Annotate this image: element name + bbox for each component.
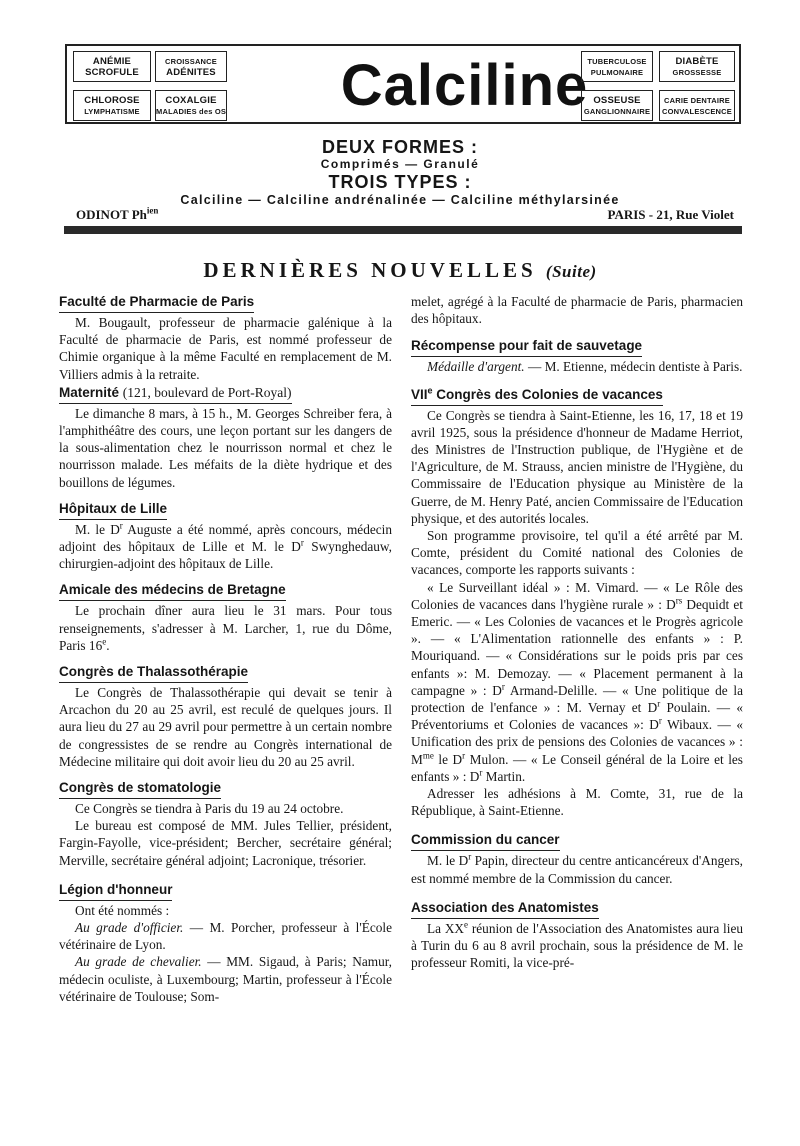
text-run: Dequidt et Emeric. — « Les Colonies de vacances et le Progrès agricole ». — « L'Alimentation rationnelle des enfants » : P. Mouriquand. — « Considérations sur le poids pris par ces enfants »: M. Demozay. — « Placement permanent à la campagne » : D	[411, 596, 743, 698]
text-run: .	[106, 637, 110, 653]
section-body	[59, 919, 392, 953]
superscript: r	[479, 767, 483, 778]
text-run: VII	[411, 386, 428, 402]
text-run: Au grade d'officier.	[75, 920, 184, 936]
section-body: melet, agrégé à la Faculté de pharmacie de Paris, pharmacien des hôpitaux.	[411, 294, 743, 327]
section-title: Commission du cancer	[411, 832, 560, 851]
ad-box-label: CONVALESCENCE	[662, 106, 732, 116]
section-title	[59, 385, 292, 404]
maker-name-text: ODINOT Ph	[76, 207, 147, 222]
brand-name: Calciline	[340, 53, 589, 118]
ad-box-osseuse	[581, 90, 653, 121]
superscript: e	[427, 385, 433, 396]
superscript: r	[658, 715, 662, 726]
text-run: Le prochain dîner aura lieu le 31 mars. Pour tous renseignements, s'adresser à M. Larcher, 1, rue du Dôme, Paris 16	[59, 603, 392, 653]
section-body: Adresser les adhésions à M. Comte, 31, rue de la République, à Saint-Etienne.	[411, 786, 743, 819]
ad-box-croissance	[155, 51, 227, 82]
section-title	[411, 387, 663, 406]
text-run: Congrès des Colonies de vacances	[432, 386, 663, 402]
section-body	[59, 953, 392, 1005]
ad-box-label: OSSEUSE	[593, 94, 641, 106]
text-run: Armand-Delille. — « Une politique de la protection de l'enfance » : M. Vernay et D	[411, 682, 743, 716]
text-run: — M. Etienne, médecin dentiste à Paris.	[524, 359, 743, 375]
text-run: Mulon. — « Le Conseil général de la Loire et les enfants » : D	[411, 751, 743, 784]
ad-box-label: PULMONAIRE	[590, 67, 644, 77]
text-run: — M. Porcher, professeur à l'École vétérinaire de Lyon.	[59, 920, 392, 953]
types-subtitle: Calciline — Calciline andrénalinée — Calciline méthylarsinée	[180, 193, 620, 207]
page-title	[0, 258, 800, 283]
text-run: le D	[433, 751, 463, 767]
section-body	[411, 852, 743, 886]
section-body: Le Congrès de Thalassothérapie qui devait se tenir à Arcachon du 20 au 25 avril, est reculé de quelques jours. Il aura lieu du 27 au 29 avril pour permettre à un certain nombre de congressistes de se rendre au Congrès international de Médecine militaire qui doit avoir lieu du 20 au 25 avril.	[59, 685, 392, 769]
ad-box-chlorose	[73, 90, 151, 121]
text-run: M. le D	[75, 521, 120, 537]
left-column	[59, 293, 392, 1005]
section-body	[411, 920, 743, 972]
ad-box-label: GROSSESSE	[672, 67, 722, 77]
section-body: Ce Congrès se tiendra à Paris du 19 au 24 octobre.	[75, 801, 344, 817]
superscript: r	[501, 681, 505, 692]
text-run: La XX	[427, 920, 465, 936]
section-title-note: (121, boulevard de Port-Royal)	[122, 384, 292, 400]
ad-box-anemie	[73, 51, 151, 82]
section-title: Récompense pour fait de sauvetage	[411, 338, 642, 357]
maker-address: PARIS - 21, Rue Violet	[607, 207, 734, 222]
text-run: Poulain. — « Préventoriums et Colonies de vacances »: D	[411, 700, 743, 733]
ad-box-label: MALADIES des OS	[156, 106, 227, 116]
page-title-text: DERNIÈRES NOUVELLES	[203, 258, 537, 282]
forms-subtitle: Comprimés — Granulé	[320, 157, 480, 171]
ad-box-label: GANGLIONNAIRE	[583, 106, 651, 116]
types-title: TROIS TYPES :	[328, 172, 472, 192]
section-body	[59, 521, 392, 573]
calciline-ad-banner	[65, 44, 741, 124]
section-body: Ont été nommés :	[75, 902, 170, 918]
section-title: Amicale des médecins de Bretagne	[59, 582, 286, 601]
ad-box-carie	[659, 90, 735, 121]
text-run: Au grade de chevalier.	[75, 954, 202, 970]
section-body: Le bureau est composé de MM. Jules Tellier, président, Fargin-Fayolle, vice-président; Bercher, secrétaire général; Merville, secrétaire général adjoint; Lacronique, trésorier.	[59, 818, 392, 868]
ad-box-label: DIABÈTE	[675, 55, 719, 67]
ad-box-label: CARIE DENTAIRE	[664, 95, 730, 105]
section-body: Le dimanche 8 mars, à 15 h., M. Georges Schreiber fera, à l'amphithéâtre des cours, une leçon portant sur les dangers de la sous-alimentation chez le nourrisson normal et chez le nourrisson malade. Les méfaits de la diète hydrique et des bouillons de légumes.	[59, 405, 392, 490]
forms-title: DEUX FORMES :	[321, 137, 478, 157]
maker-name-sup: ien	[146, 205, 159, 216]
section-body: M. Bougault, professeur de pharmacie galénique à la Faculté de pharmacie de Paris, est nommé professeur de Chimie organique à la même Faculté en remplacement de M. Villiers admis à la retraite.	[59, 315, 392, 382]
ad-box-label: SCROFULE	[85, 66, 139, 78]
text-run: Auguste a été nommé, après concours, médecin adjoint des hôpitaux de Lille et M. le D	[59, 521, 392, 555]
text-run: Wibaux. — « Unification des prix de pensions des Colonies de vacances » : M	[411, 717, 743, 767]
superscript: r	[657, 698, 661, 709]
section-title: Hôpitaux de Lille	[59, 501, 167, 520]
superscript: rs	[675, 595, 683, 606]
ad-box-label: LYMPHATISME	[84, 106, 140, 116]
section-body	[411, 579, 743, 785]
section-title: Congrès de stomatologie	[59, 780, 221, 799]
section-title: Légion d'honneur	[59, 882, 172, 901]
section-title-text: Maternité	[59, 384, 120, 400]
superscript: r	[468, 852, 472, 863]
superscript: r	[462, 750, 466, 761]
section-body	[59, 602, 392, 654]
section-title: Congrès de Thalassothérapie	[59, 664, 248, 683]
text-run: — MM. Sigaud, à Paris; Namur, médecin oculiste, à Luxembourg; Martin, professeur à l'École vétérinaire de Toulouse; Som-	[59, 954, 392, 1004]
section-body	[411, 358, 743, 375]
ad-box-tuberculose	[581, 51, 653, 82]
section-body: Ce Congrès se tiendra à Saint-Etienne, les 16, 17, 18 et 19 avril 1925, sous la présidence d'honneur de Madame Herriot, des Ministres de l'Instruction publique, de l'Hygiène et de l'Agriculture, de M. Strauss, ancien ministre de l'Hygiène, du Commissaire de l'Education physique au Ministère de la Guerre, de M. Henry Paté, ancien Commissaire de l'Education physique, et des autorités locales.	[411, 407, 743, 526]
section-title: Association des Anatomistes	[411, 900, 599, 919]
header-rule	[64, 226, 742, 234]
section-title: Faculté de Pharmacie de Paris	[59, 294, 254, 313]
page-title-suite: (Suite)	[545, 262, 597, 281]
superscript: me	[422, 750, 434, 761]
text-run: Martin.	[482, 768, 526, 784]
text-run: Papin, directeur du centre anticancéreux d'Angers, est nommé membre de la Commission du cancer.	[411, 853, 743, 886]
ad-box-coxalgie	[155, 90, 227, 121]
ad-box-diabete	[659, 51, 735, 82]
superscript: e	[102, 636, 107, 647]
superscript: e	[464, 919, 469, 930]
text-run: Swynghedauw, chirurgien-adjoint des hôpitaux de Lille.	[59, 539, 392, 572]
text-run: Médaille d'argent.	[427, 359, 525, 375]
ad-box-label: ADÉNITES	[166, 66, 216, 78]
superscript: r	[119, 520, 123, 531]
right-column	[411, 293, 743, 972]
maker-name	[76, 207, 158, 223]
ad-box-label: COXALGIE	[165, 94, 217, 106]
ad-box-label: CROISSANCE	[164, 56, 217, 66]
ad-box-label: TUBERCULOSE	[587, 56, 647, 66]
text-run: M. le D	[427, 853, 469, 869]
section-body: Son programme provisoire, tel qu'il a été arrêté par M. Comte, président du Comité national des Colonies de vacances, comporte les rapports suivants :	[411, 528, 743, 578]
text-run: réunion de l'Association des Anatomistes aura lieu à Turin du 6 au 8 avril prochain, sous la présidence de M. le professeur Romiti, la vice-pré-	[411, 920, 743, 971]
superscript: r	[300, 537, 304, 548]
text-run: « Le Surveillant idéal » : M. Vimard. — « Le Rôle des Colonies de vacances dans l'hygiène rurale » : D	[411, 579, 743, 612]
ad-box-label: ANÉMIE	[92, 55, 132, 67]
ad-box-label: CHLOROSE	[84, 94, 140, 106]
